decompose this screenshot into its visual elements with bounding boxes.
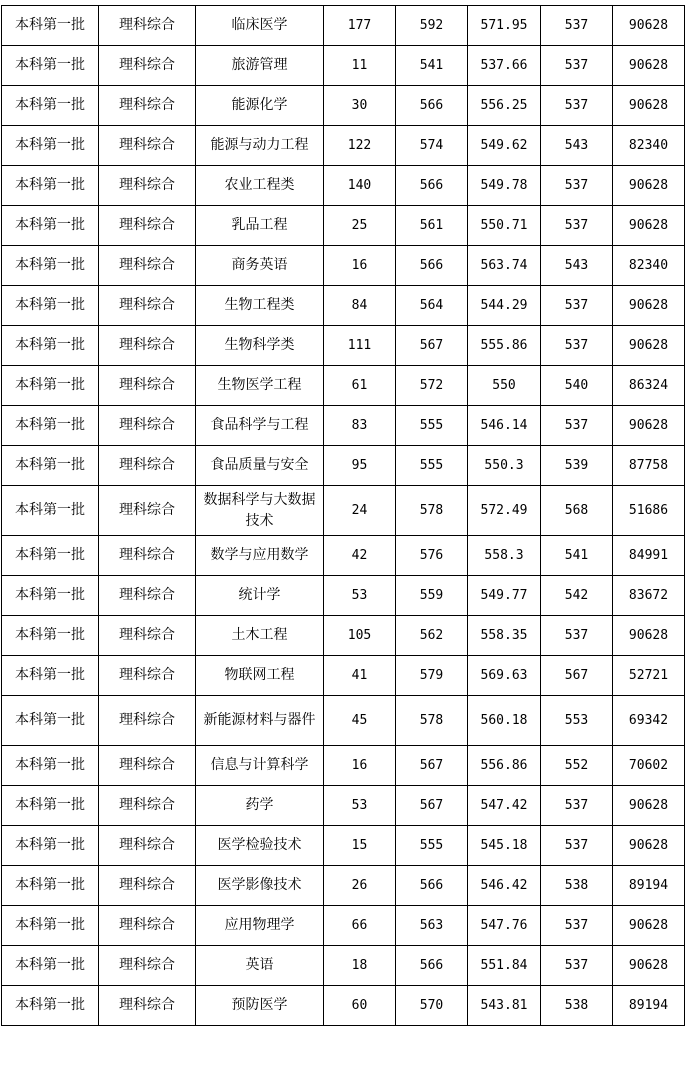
avg-score-cell: 555.86: [468, 326, 541, 366]
plan-count-cell: 66: [324, 906, 396, 946]
major-cell: 食品科学与工程: [196, 406, 324, 446]
min-rank-cell: 69342: [613, 696, 685, 746]
subject-cell: 理科综合: [99, 656, 196, 696]
max-score-cell: 566: [396, 86, 468, 126]
min-score-cell: 542: [541, 576, 613, 616]
min-rank-cell: 90628: [613, 826, 685, 866]
batch-cell: 本科第一批: [2, 536, 99, 576]
batch-cell: 本科第一批: [2, 826, 99, 866]
max-score-cell: 555: [396, 406, 468, 446]
batch-cell: 本科第一批: [2, 866, 99, 906]
major-cell: 医学影像技术: [196, 866, 324, 906]
table-row: [2, 656, 685, 696]
plan-count-cell: 26: [324, 866, 396, 906]
max-score-cell: 541: [396, 46, 468, 86]
min-rank-cell: 90628: [613, 166, 685, 206]
major-cell: 药学: [196, 786, 324, 826]
major-cell: 医学检验技术: [196, 826, 324, 866]
avg-score-cell: 569.63: [468, 656, 541, 696]
subject-cell: 理科综合: [99, 126, 196, 166]
min-score-cell: 539: [541, 446, 613, 486]
plan-count-cell: 122: [324, 126, 396, 166]
table-row: [2, 286, 685, 326]
major-cell: 能源与动力工程: [196, 126, 324, 166]
batch-cell: 本科第一批: [2, 286, 99, 326]
min-rank-cell: 90628: [613, 6, 685, 46]
batch-cell: 本科第一批: [2, 986, 99, 1026]
batch-cell: 本科第一批: [2, 46, 99, 86]
subject-cell: 理科综合: [99, 536, 196, 576]
major-cell: 数学与应用数学: [196, 536, 324, 576]
major-cell: 临床医学: [196, 6, 324, 46]
batch-cell: 本科第一批: [2, 246, 99, 286]
avg-score-cell: 563.74: [468, 246, 541, 286]
batch-cell: 本科第一批: [2, 486, 99, 536]
plan-count-cell: 95: [324, 446, 396, 486]
batch-cell: 本科第一批: [2, 326, 99, 366]
subject-cell: 理科综合: [99, 906, 196, 946]
major-cell: 食品质量与安全: [196, 446, 324, 486]
min-score-cell: 537: [541, 786, 613, 826]
min-rank-cell: 89194: [613, 986, 685, 1026]
subject-cell: 理科综合: [99, 446, 196, 486]
batch-cell: 本科第一批: [2, 6, 99, 46]
avg-score-cell: 546.42: [468, 866, 541, 906]
batch-cell: 本科第一批: [2, 786, 99, 826]
subject-cell: 理科综合: [99, 326, 196, 366]
min-score-cell: 537: [541, 6, 613, 46]
min-score-cell: 537: [541, 326, 613, 366]
table-body: [2, 6, 685, 1026]
max-score-cell: 562: [396, 616, 468, 656]
batch-cell: 本科第一批: [2, 126, 99, 166]
batch-cell: 本科第一批: [2, 696, 99, 746]
min-rank-cell: 90628: [613, 86, 685, 126]
max-score-cell: 566: [396, 246, 468, 286]
min-rank-cell: 83672: [613, 576, 685, 616]
min-rank-cell: 90628: [613, 206, 685, 246]
avg-score-cell: 556.25: [468, 86, 541, 126]
plan-count-cell: 16: [324, 746, 396, 786]
min-score-cell: 538: [541, 986, 613, 1026]
min-score-cell: 553: [541, 696, 613, 746]
max-score-cell: 564: [396, 286, 468, 326]
table-row: [2, 246, 685, 286]
avg-score-cell: 547.76: [468, 906, 541, 946]
avg-score-cell: 547.42: [468, 786, 541, 826]
min-rank-cell: 82340: [613, 126, 685, 166]
min-score-cell: 540: [541, 366, 613, 406]
min-score-cell: 543: [541, 246, 613, 286]
max-score-cell: 578: [396, 696, 468, 746]
major-cell: 应用物理学: [196, 906, 324, 946]
admission-scores-table: [1, 5, 685, 1026]
subject-cell: 理科综合: [99, 826, 196, 866]
subject-cell: 理科综合: [99, 366, 196, 406]
min-score-cell: 537: [541, 946, 613, 986]
plan-count-cell: 16: [324, 246, 396, 286]
table-row: [2, 326, 685, 366]
major-cell: 信息与计算科学: [196, 746, 324, 786]
min-score-cell: 543: [541, 126, 613, 166]
min-score-cell: 537: [541, 286, 613, 326]
subject-cell: 理科综合: [99, 786, 196, 826]
min-score-cell: 537: [541, 406, 613, 446]
plan-count-cell: 41: [324, 656, 396, 696]
table-row: [2, 126, 685, 166]
max-score-cell: 561: [396, 206, 468, 246]
subject-cell: 理科综合: [99, 696, 196, 746]
min-rank-cell: 90628: [613, 326, 685, 366]
min-score-cell: 537: [541, 616, 613, 656]
major-cell: 英语: [196, 946, 324, 986]
avg-score-cell: 549.62: [468, 126, 541, 166]
table-row: [2, 946, 685, 986]
plan-count-cell: 111: [324, 326, 396, 366]
batch-cell: 本科第一批: [2, 576, 99, 616]
table-row: [2, 866, 685, 906]
major-cell: 乳品工程: [196, 206, 324, 246]
avg-score-cell: 558.35: [468, 616, 541, 656]
batch-cell: 本科第一批: [2, 946, 99, 986]
major-cell: 新能源材料与器件: [196, 696, 324, 746]
subject-cell: 理科综合: [99, 286, 196, 326]
avg-score-cell: 560.18: [468, 696, 541, 746]
min-rank-cell: 90628: [613, 286, 685, 326]
min-score-cell: 537: [541, 46, 613, 86]
min-score-cell: 568: [541, 486, 613, 536]
table-row: [2, 86, 685, 126]
table-row: [2, 906, 685, 946]
batch-cell: 本科第一批: [2, 406, 99, 446]
subject-cell: 理科综合: [99, 946, 196, 986]
max-score-cell: 592: [396, 6, 468, 46]
plan-count-cell: 42: [324, 536, 396, 576]
min-rank-cell: 51686: [613, 486, 685, 536]
min-score-cell: 541: [541, 536, 613, 576]
min-score-cell: 537: [541, 86, 613, 126]
subject-cell: 理科综合: [99, 746, 196, 786]
min-rank-cell: 52721: [613, 656, 685, 696]
min-score-cell: 537: [541, 826, 613, 866]
plan-count-cell: 83: [324, 406, 396, 446]
table-row: [2, 486, 685, 536]
avg-score-cell: 546.14: [468, 406, 541, 446]
min-score-cell: 567: [541, 656, 613, 696]
subject-cell: 理科综合: [99, 406, 196, 446]
plan-count-cell: 105: [324, 616, 396, 656]
plan-count-cell: 25: [324, 206, 396, 246]
table-row: [2, 366, 685, 406]
table-row: [2, 696, 685, 746]
table-row: [2, 166, 685, 206]
plan-count-cell: 24: [324, 486, 396, 536]
major-cell: 土木工程: [196, 616, 324, 656]
max-score-cell: 555: [396, 446, 468, 486]
min-rank-cell: 87758: [613, 446, 685, 486]
min-score-cell: 552: [541, 746, 613, 786]
major-cell: 统计学: [196, 576, 324, 616]
subject-cell: 理科综合: [99, 206, 196, 246]
max-score-cell: 574: [396, 126, 468, 166]
table-row: [2, 616, 685, 656]
plan-count-cell: 177: [324, 6, 396, 46]
subject-cell: 理科综合: [99, 486, 196, 536]
table-row: [2, 206, 685, 246]
min-score-cell: 537: [541, 206, 613, 246]
min-rank-cell: 70602: [613, 746, 685, 786]
subject-cell: 理科综合: [99, 86, 196, 126]
major-cell: 生物科学类: [196, 326, 324, 366]
plan-count-cell: 30: [324, 86, 396, 126]
plan-count-cell: 140: [324, 166, 396, 206]
min-rank-cell: 82340: [613, 246, 685, 286]
batch-cell: 本科第一批: [2, 86, 99, 126]
avg-score-cell: 550: [468, 366, 541, 406]
min-score-cell: 537: [541, 906, 613, 946]
plan-count-cell: 15: [324, 826, 396, 866]
avg-score-cell: 544.29: [468, 286, 541, 326]
table-row: [2, 986, 685, 1026]
plan-count-cell: 11: [324, 46, 396, 86]
subject-cell: 理科综合: [99, 46, 196, 86]
major-cell: 能源化学: [196, 86, 324, 126]
table-row: [2, 46, 685, 86]
major-cell: 数据科学与大数据技术: [196, 486, 324, 536]
avg-score-cell: 537.66: [468, 46, 541, 86]
min-rank-cell: 90628: [613, 46, 685, 86]
max-score-cell: 563: [396, 906, 468, 946]
plan-count-cell: 84: [324, 286, 396, 326]
subject-cell: 理科综合: [99, 616, 196, 656]
max-score-cell: 572: [396, 366, 468, 406]
avg-score-cell: 543.81: [468, 986, 541, 1026]
major-cell: 物联网工程: [196, 656, 324, 696]
avg-score-cell: 551.84: [468, 946, 541, 986]
batch-cell: 本科第一批: [2, 206, 99, 246]
avg-score-cell: 550.71: [468, 206, 541, 246]
table-row: [2, 786, 685, 826]
min-rank-cell: 90628: [613, 406, 685, 446]
major-cell: 生物工程类: [196, 286, 324, 326]
max-score-cell: 570: [396, 986, 468, 1026]
max-score-cell: 579: [396, 656, 468, 696]
plan-count-cell: 45: [324, 696, 396, 746]
max-score-cell: 567: [396, 326, 468, 366]
batch-cell: 本科第一批: [2, 746, 99, 786]
max-score-cell: 566: [396, 866, 468, 906]
subject-cell: 理科综合: [99, 576, 196, 616]
avg-score-cell: 549.77: [468, 576, 541, 616]
table-row: [2, 6, 685, 46]
min-rank-cell: 90628: [613, 616, 685, 656]
min-score-cell: 538: [541, 866, 613, 906]
avg-score-cell: 572.49: [468, 486, 541, 536]
plan-count-cell: 18: [324, 946, 396, 986]
table-row: [2, 826, 685, 866]
max-score-cell: 567: [396, 786, 468, 826]
plan-count-cell: 61: [324, 366, 396, 406]
table-row: [2, 446, 685, 486]
table-row: [2, 536, 685, 576]
table-row: [2, 406, 685, 446]
avg-score-cell: 550.3: [468, 446, 541, 486]
min-score-cell: 537: [541, 166, 613, 206]
max-score-cell: 566: [396, 166, 468, 206]
major-cell: 商务英语: [196, 246, 324, 286]
plan-count-cell: 53: [324, 576, 396, 616]
batch-cell: 本科第一批: [2, 446, 99, 486]
batch-cell: 本科第一批: [2, 656, 99, 696]
batch-cell: 本科第一批: [2, 166, 99, 206]
max-score-cell: 576: [396, 536, 468, 576]
subject-cell: 理科综合: [99, 866, 196, 906]
plan-count-cell: 60: [324, 986, 396, 1026]
max-score-cell: 567: [396, 746, 468, 786]
avg-score-cell: 556.86: [468, 746, 541, 786]
subject-cell: 理科综合: [99, 6, 196, 46]
subject-cell: 理科综合: [99, 986, 196, 1026]
max-score-cell: 559: [396, 576, 468, 616]
min-rank-cell: 90628: [613, 946, 685, 986]
avg-score-cell: 558.3: [468, 536, 541, 576]
avg-score-cell: 549.78: [468, 166, 541, 206]
table-row: [2, 576, 685, 616]
subject-cell: 理科综合: [99, 166, 196, 206]
min-rank-cell: 89194: [613, 866, 685, 906]
major-cell: 预防医学: [196, 986, 324, 1026]
subject-cell: 理科综合: [99, 246, 196, 286]
max-score-cell: 566: [396, 946, 468, 986]
min-rank-cell: 90628: [613, 906, 685, 946]
min-rank-cell: 84991: [613, 536, 685, 576]
major-cell: 生物医学工程: [196, 366, 324, 406]
batch-cell: 本科第一批: [2, 906, 99, 946]
avg-score-cell: 545.18: [468, 826, 541, 866]
major-cell: 农业工程类: [196, 166, 324, 206]
max-score-cell: 578: [396, 486, 468, 536]
max-score-cell: 555: [396, 826, 468, 866]
batch-cell: 本科第一批: [2, 366, 99, 406]
min-rank-cell: 86324: [613, 366, 685, 406]
min-rank-cell: 90628: [613, 786, 685, 826]
major-cell: 旅游管理: [196, 46, 324, 86]
plan-count-cell: 53: [324, 786, 396, 826]
avg-score-cell: 571.95: [468, 6, 541, 46]
batch-cell: 本科第一批: [2, 616, 99, 656]
table-row: [2, 746, 685, 786]
